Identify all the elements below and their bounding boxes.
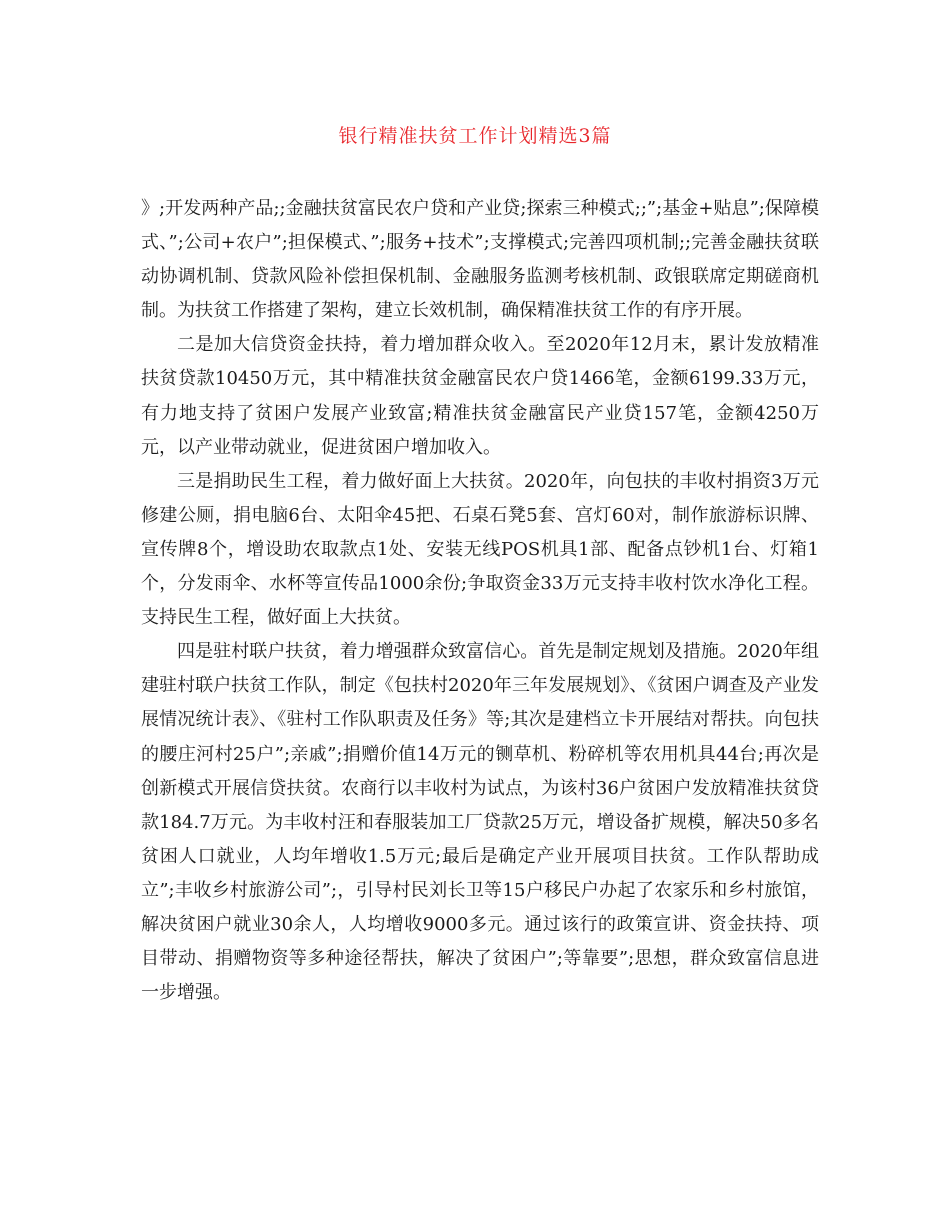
- paragraph-2: 二是加大信贷资金扶持，着力增加群众收入。至2020年12月末，累计发放精准扶贫贷款10450万元，其中精准扶贫金融富民农户贷1466笔，金额6199.33万元，有力地支持了贫困户发展产业致富;精准扶贫金融富民产业贷157笔，金额4250万元，以产业带动就业，促进贫困户增加收入。: [141, 334, 819, 458]
- document-title: 银行精准扶贫工作计划精选3篇: [338, 125, 612, 147]
- paragraph-1: 》;开发两种产品;;金融扶贫富民农户贷和产业贷;探索三种模式;;”;基金+贴息”;保障模式、”;公司+农户”;担保模式、”;服务+技术”;支撑模式;完善四项机制;;完善金融扶贫联动协调机制、贷款风险补偿担保机制、金融服务监测考核机制、政银联席定期磋商机制。为扶贫工作搭建了架构，建立长效机制，确保精准扶贫工作的有序开展。: [141, 198, 819, 322]
- paragraph-4: 四是驻村联户扶贫，着力增强群众致富信心。首先是制定规划及措施。2020年组建驻村联户扶贫工作队，制定《包扶村2020年三年发展规划》、《贫困户调查及产业发展情况统计表》、《驻村工作队职责及任务》等;其次是建档立卡开展结对帮扶。向包扶的腰庄河村25户”;亲戚”;捐赠价值14万元的铡草机、粉碎机等农用机具44台;再次是创新模式开展信贷扶贫。农商行以丰收村为试点，为该村36户贫困户发放精准扶贫贷款184.7万元。为丰收村汪和春服装加工厂贷款25万元，增设备扩规模，解决50多名贫困人口就业，人均年增收1.5万元;最后是确定产业开展项目扶贫。工作队帮助成立”;丰收乡村旅游公司”;，引导村民刘长卫等15户移民户办起了农家乐和乡村旅馆，解决贫困户就业30余人，人均增收9000多元。通过该行的政策宣讲、资金扶持、项目带动、捐赠物资等多种途径帮扶，解决了贫困户”;等靠要”;思想，群众致富信息进一步增强。: [141, 641, 819, 1004]
- document-body: [141, 192, 819, 1010]
- paragraph-3: 三是捐助民生工程，着力做好面上大扶贫。2020年，向包扶的丰收村捐资3万元修建公厕，捐电脑6台、太阳伞45把、石桌石凳5套、宫灯60对，制作旅游标识牌、宣传牌8个，增设助农取款点1处、安装无线POS机具1部、配备点钞机1台、灯箱1个，分发雨伞、水杯等宣传品1000余份;争取资金33万元支持丰收村饮水净化工程。支持民生工程，做好面上大扶贫。: [141, 470, 819, 629]
